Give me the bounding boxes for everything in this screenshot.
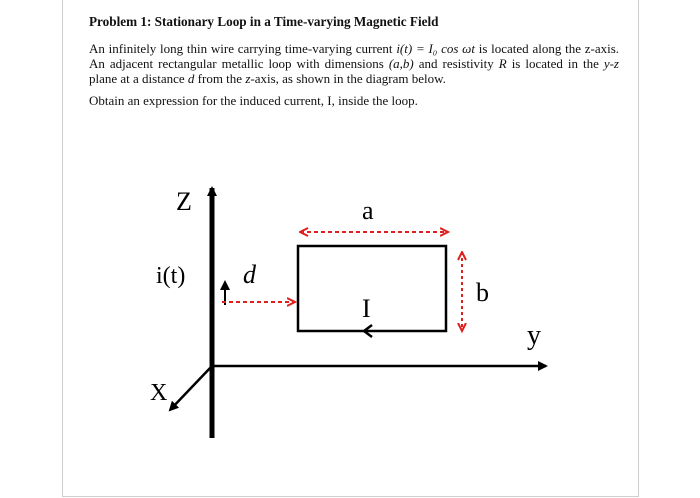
plane-name: y-z <box>603 56 619 71</box>
desc-part-2: is located along the z-axis. An adjacent rectangular metallic loop with dimensions <box>89 41 620 71</box>
label-b: b <box>476 278 489 307</box>
problem-question: Obtain an expression for the induced current, I, inside the loop. <box>89 93 418 108</box>
distance-symbol: d <box>187 71 195 86</box>
desc-part-3: and resistivity <box>413 56 499 71</box>
rectangular-loop <box>298 246 446 331</box>
desc-part-6: from the <box>194 71 246 86</box>
desc-part-5: plane at a distance <box>89 71 188 86</box>
desc-part-7: -axis, as shown in the diagram below. <box>250 71 446 86</box>
label-I: I <box>362 294 371 323</box>
label-d: d <box>243 260 256 289</box>
label-a: a <box>362 196 374 225</box>
desc-part-1: An infinitely long thin wire carrying time-varying current <box>89 41 397 56</box>
current-expression: i(t) = I₀ cos ωt <box>396 41 475 56</box>
label-z: Z <box>176 187 192 216</box>
resistivity-symbol: R <box>498 56 507 71</box>
x-axis <box>170 366 212 410</box>
label-x: X <box>150 380 168 406</box>
problem-title: Problem 1: Stationary Loop in a Time-varying Magnetic Field <box>89 14 439 29</box>
desc-part-4: is located in the <box>506 56 604 71</box>
axis-name: z <box>245 71 251 86</box>
loop-dimensions: (a,b) <box>388 56 414 71</box>
label-y: y <box>527 320 541 351</box>
label-it: i(t) <box>156 263 186 289</box>
